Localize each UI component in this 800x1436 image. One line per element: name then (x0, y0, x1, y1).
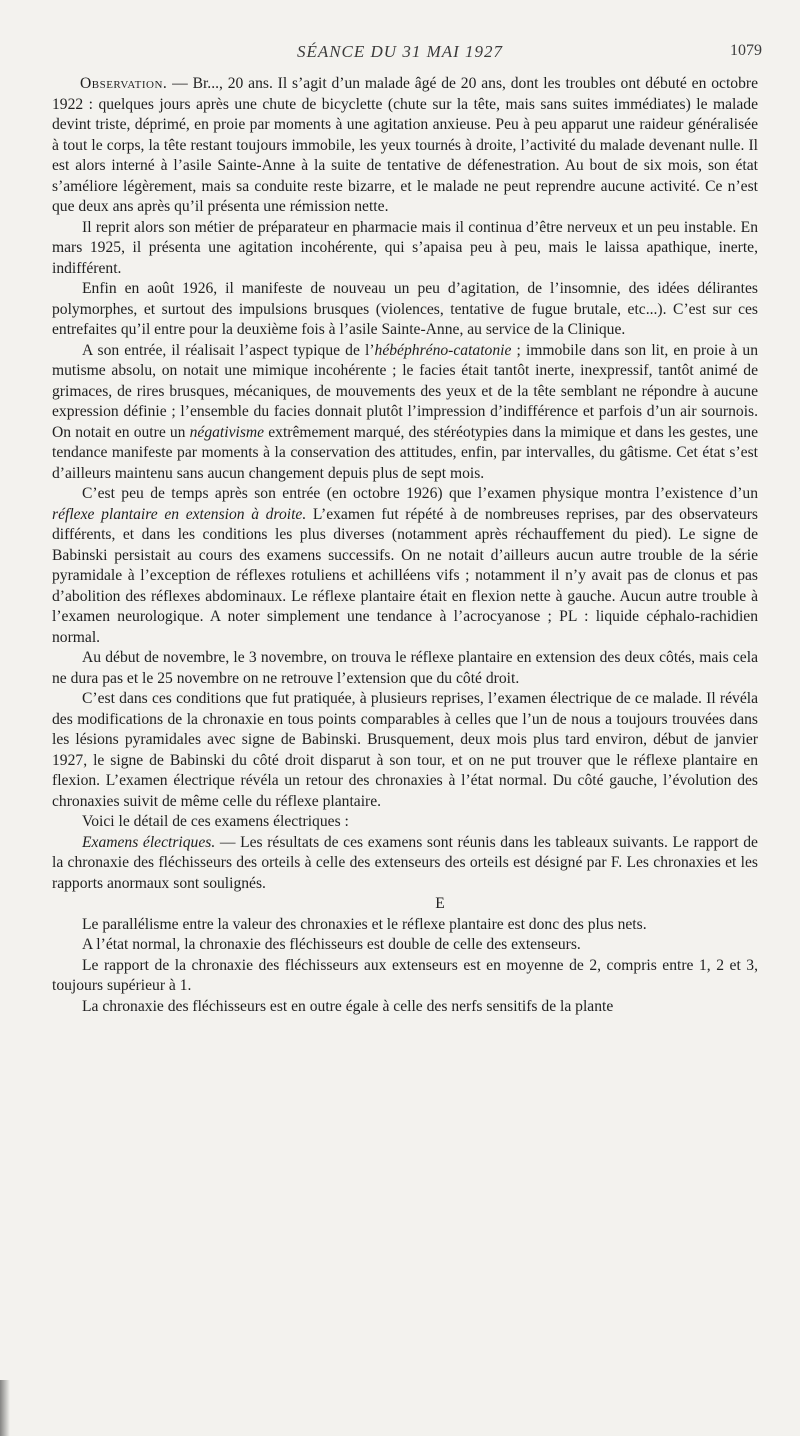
running-title: SÉANCE DU 31 MAI 1927 (296, 42, 504, 61)
fraction-denominator: E (435, 895, 445, 912)
paragraph-text: A son entrée, il réalisait l’aspect typique de l’ (82, 341, 375, 359)
paragraph-5 (52, 484, 758, 648)
paragraph-text: C’est peu de temps après son entrée (en octobre 1926) que l’examen physique montra l’existence d’un (82, 485, 758, 502)
paragraph-2: Il reprit alors son métier de préparateur en pharmacie mais il continua d’être nerveux et un peu instable. En mars 1925, il présenta une agitation incohérente, qui s’apaisa peu à peu, mais le laissa apathique, inerte, indifférent. (52, 218, 758, 277)
paragraph-7: C’est dans ces conditions que fut pratiquée, à plusieurs reprises, l’examen électrique de ce malade. Il révéla des modifications de la chronaxie en tous points comparables à celles que l’un de nous a toujours trouvées dans les lésions pyramidales avec signe de Babinski. Brusquement, deux mois plus tard environ, début de janvier 1927, le signe de Babinski du côté droit disparut à son tour, et on ne put trouver que le réflexe plantaire en flexion. L’examen électrique révéla un retour des chronaxies à l’état normal. Du côté gauche, l’évolution des chronaxies suivit de même celle du réflexe plantaire. (52, 690, 758, 810)
paragraph-9 (52, 833, 758, 895)
paragraph-observation (52, 74, 758, 218)
paragraph-13: La chronaxie des fléchisseurs est en outre égale à celle des nerfs sensitifs de la plante (82, 997, 614, 1015)
paragraph-8: Voici le détail de ces examens électriques : (82, 813, 349, 830)
paragraph-3: Enfin en août 1926, il manifeste de nouveau un peu d’agitation, de l’insomnie, des idées délirantes polymorphes, et surtout des impulsions brusques (violences, tentative de fugue brutale, etc...). C’est sur ces entrefaites qu’il entre pour la deuxième fois à l’asile Sainte-Anne, au service de la Clinique. (52, 280, 758, 338)
paragraph-11: A l’état normal, la chronaxie des fléchisseurs est double de celle des extenseurs. (82, 936, 581, 953)
emphasis-text: négativisme (189, 423, 265, 441)
paragraph-12: Le rapport de la chronaxie des fléchisseurs aux extenseurs est en moyenne de 2, compris entre 1, 2 et 3, toujours supérieur à 1. (52, 956, 758, 994)
scan-edge-shadow (0, 1380, 10, 1436)
page-number: 1079 (730, 42, 762, 59)
observation-heading: Observation. (80, 75, 168, 92)
body-text (52, 74, 758, 1017)
running-header (0, 42, 800, 66)
emphasis-text: réflexe plantaire en extension à droite. (52, 505, 307, 523)
section-heading: Examens électriques. (82, 833, 216, 851)
paragraph-text: ; immobile dans son lit, en proie à un mutisme absolu, on notait une mimique incohérente ; le facies était tantôt inerte, inexpressif, tantôt animé de grimaces, de rires brusques, mécaniques, de mouvements des yeux et de la tête semblant ne répondre à aucune expression définie ; l’ensemble du facies donnait plutôt l’impression d’indifférence et parfois d’un air sournois. On notait en outre un (52, 341, 758, 441)
paragraph-6: Au début de novembre, le 3 novembre, on trouva le réflexe plantaire en extension des deux côtés, mais cela ne dura pas et le 25 novembre on ne retrouve l’extension que du côté droit. (52, 649, 758, 687)
paragraph-text: — Br..., 20 ans. Il s’agit d’un malade âgé de 20 ans, dont les troubles ont débuté en octobre 1922 : quelques jours après une chute de bicyclette (chute sur la tête, mais sans suites immédiates) le malade devint triste, déprimé, en proie par moments à une agitation anxieuse. Peu à peu apparut une raideur généralisée à tout le corps, la tête restant toujours immobile, les yeux tournés à droite, l’activité du malade devenant nulle. Il est alors interné à l’asile Sainte-Anne à la suite de tentative de défenestration. Au bout de six mois, son état s’améliore légèrement, mais sa conduite reste bizarre, et le malade ne peut reprendre aucune activité. Ce n’est que deux ans après qu’il présenta une rémission nette. (52, 75, 758, 215)
paragraph-text: extrêmement marqué, des stéréotypies dans la mimique et dans les gestes, une tendance manifeste par moments à la conservation des attitudes, enfin, par intervalles, du gâtisme. Cet état s’est d’ailleurs maintenu sans aucun changement depuis plus de sept mois. (52, 423, 758, 482)
emphasis-text: hébéphréno-catatonie (374, 341, 512, 359)
paragraph-4 (52, 341, 758, 485)
paragraph-10: Le parallélisme entre la valeur des chronaxies et le réflexe plantaire est donc des plus nets. (82, 915, 647, 933)
paragraph-text: L’examen fut répété à de nombreuses reprises, par des observateurs différents, et dans les conditions les plus diverses (notamment après réchauffement du pied). Le signe de Babinski persistait au cours des examens successifs. On ne notait d’ailleurs aucun autre trouble de la série pyramidale à l’exception de réflexes rotuliens et achilléens vifs ; notamment il n’y avait pas de clonus et pas d’abolition des réflexes abdominaux. Le réflexe plantaire était en flexion nette à gauche. Aucun autre trouble à l’examen neurologique. A noter simplement une tendance à l’acrocyanose ; PL : liquide céphalo-rachidien normal. (52, 505, 758, 646)
paragraph-text: — Les résultats de ces examens sont réunis dans les tableaux suivants. Le rapport de la chronaxie des fléchisseurs des orteils à celle des extenseurs des orteils est désigné par F. Les chronaxies et les rapports anormaux sont soulignés. (52, 833, 758, 892)
